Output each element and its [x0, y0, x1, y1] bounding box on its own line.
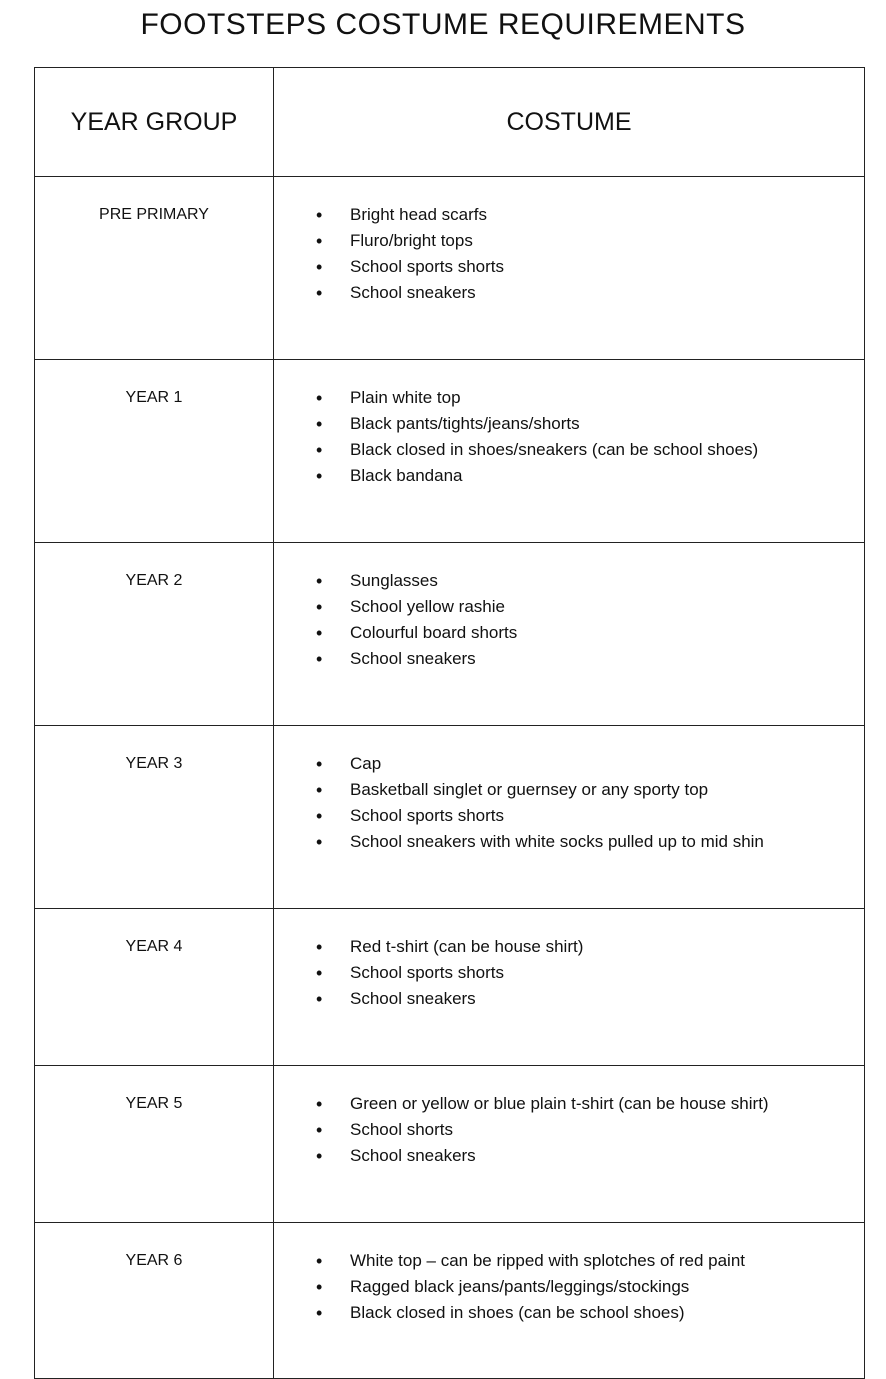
- costume-cell: [274, 1066, 865, 1223]
- list-item: • School sneakers: [314, 280, 864, 306]
- list-item: • Bright head scarfs: [314, 202, 864, 228]
- list-item: • White top – can be ripped with splotches of red paint: [314, 1248, 864, 1274]
- list-item: • Basketball singlet or guernsey or any sporty top: [314, 777, 864, 803]
- table-row: [35, 1223, 865, 1379]
- list-item: • Plain white top: [314, 385, 864, 411]
- costume-list: [274, 202, 864, 306]
- costume-cell: [274, 543, 865, 726]
- list-item: • School sneakers: [314, 986, 864, 1012]
- list-item: • School sneakers with white socks pulled up to mid shin: [314, 829, 864, 855]
- costume-cell: [274, 726, 865, 909]
- costume-list: [274, 1248, 864, 1326]
- page-title: FOOTSTEPS COSTUME REQUIREMENTS: [140, 8, 746, 41]
- list-item: • School sneakers: [314, 646, 864, 672]
- year-cell: YEAR 6: [35, 1223, 274, 1379]
- costume-cell: [274, 1223, 865, 1379]
- list-item: • School sports shorts: [314, 254, 864, 280]
- year-cell: YEAR 3: [35, 726, 274, 909]
- list-item: • Black closed in shoes (can be school shoes): [314, 1300, 864, 1326]
- year-cell: YEAR 1: [35, 360, 274, 543]
- table-row: [35, 726, 865, 909]
- list-item: • School sports shorts: [314, 803, 864, 829]
- table-row: [35, 1066, 865, 1223]
- list-item: • Green or yellow or blue plain t-shirt (can be house shirt): [314, 1091, 864, 1117]
- table-row: [35, 909, 865, 1066]
- year-cell: YEAR 5: [35, 1066, 274, 1223]
- costume-list: [274, 934, 864, 1012]
- year-cell: YEAR 2: [35, 543, 274, 726]
- list-item: • Red t-shirt (can be house shirt): [314, 934, 864, 960]
- costume-list: [274, 568, 864, 672]
- list-item: • School yellow rashie: [314, 594, 864, 620]
- list-item: • Colourful board shorts: [314, 620, 864, 646]
- costume-table: [34, 67, 865, 1379]
- costume-list: [274, 1091, 864, 1169]
- costume-header: COSTUME: [274, 68, 865, 177]
- table-row: [35, 543, 865, 726]
- list-item: • Cap: [314, 751, 864, 777]
- table-header-row: [35, 68, 865, 177]
- list-item: • Fluro/bright tops: [314, 228, 864, 254]
- costume-cell: [274, 177, 865, 360]
- costume-cell: [274, 360, 865, 543]
- list-item: • Black bandana: [314, 463, 864, 489]
- costume-list: [274, 751, 864, 855]
- year-cell: YEAR 4: [35, 909, 274, 1066]
- list-item: • School sneakers: [314, 1143, 864, 1169]
- costume-list: [274, 385, 864, 489]
- list-item: • Sunglasses: [314, 568, 864, 594]
- table-row: [35, 177, 865, 360]
- table-row: [35, 360, 865, 543]
- costume-cell: [274, 909, 865, 1066]
- list-item: • Ragged black jeans/pants/leggings/stockings: [314, 1274, 864, 1300]
- year-group-header: YEAR GROUP: [35, 68, 274, 177]
- list-item: • Black pants/tights/jeans/shorts: [314, 411, 864, 437]
- year-cell: PRE PRIMARY: [35, 177, 274, 360]
- list-item: • School shorts: [314, 1117, 864, 1143]
- list-item: • School sports shorts: [314, 960, 864, 986]
- list-item: • Black closed in shoes/sneakers (can be school shoes): [314, 437, 864, 463]
